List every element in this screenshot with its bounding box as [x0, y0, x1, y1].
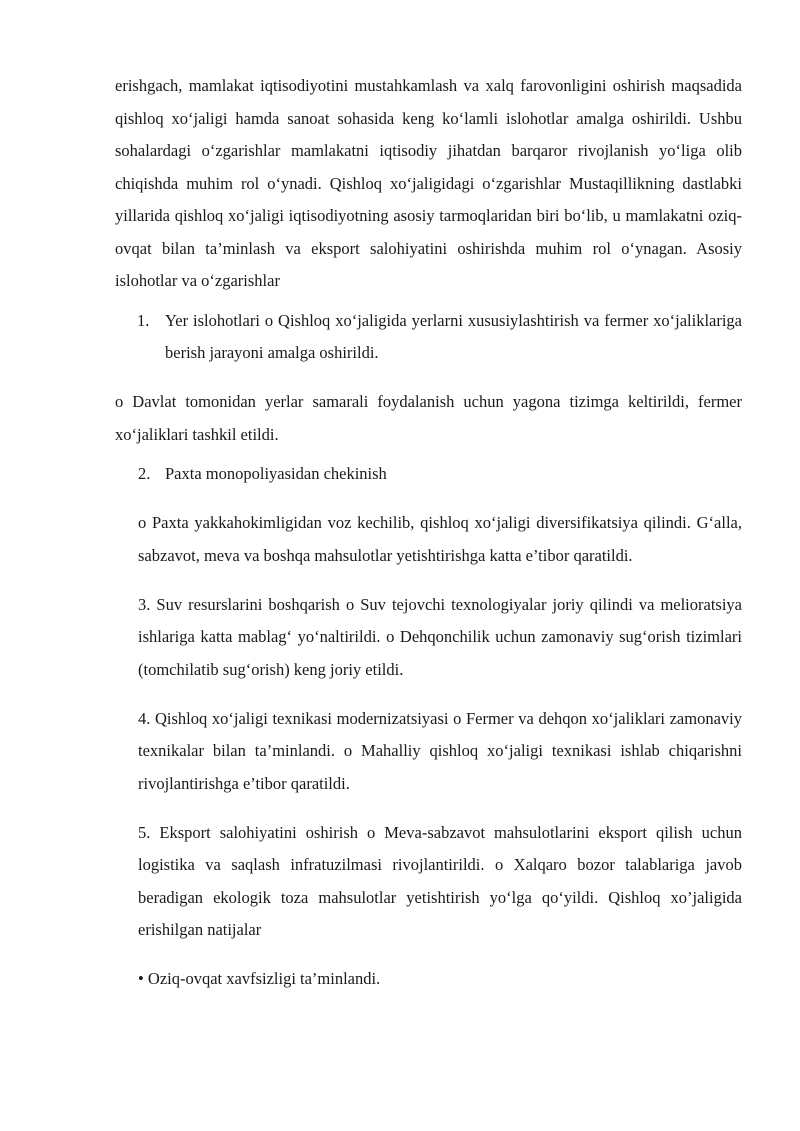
paragraph-water-resources: 3. Suv resurslarini boshqarish o Suv tejovchi texnologiyalar joriy qilindi va melioratsiya ishlariga katta mablag‘ yo‘naltirildi. o Dehqonchilik uchun zamonaviy sug‘orish tizimlari (tomchilatib sug‘orish) keng joriy etildi. [138, 594, 742, 679]
bullet-food-security: • Oziq-ovqat xavfsizligi ta’minlandi. [138, 969, 381, 988]
paragraph-land-system: o Davlat tomonidan yerlar samarali foydalanish uchun yagona tizimga keltirildi, fermer xo‘jaliklari tashkil etildi. [115, 392, 742, 444]
list-item-text: Paxta monopoliyasidan chekinish [165, 464, 387, 483]
paragraph-export: 5. Eksport salohiyatini oshirish o Meva-sabzavot mahsulotlarini eksport qilish uchun logistika va saqlash infratuzilmasi rivojlantirildi. o Xalqaro bozor talablariga javob beradigan ekologik toza mahsulotlar yetishtirish yo‘lga qo‘yildi. Qishloq xo’jaligida erishilgan natijalar [138, 822, 742, 939]
list-item-land-reform [115, 305, 742, 370]
paragraph-intro: erishgach, mamlakat iqtisodiyotini mustahkamlash va xalq farovonligini oshirish maqsadida qishloq xo‘jaligi hamda sanoat sohasida keng ko‘lamli islohotlar amalga oshirildi. Ushbu sohalardagi o‘zgarishlar mamlakatni iqtisodiy jihatdan barqaror rivojlanish yo‘liga olib chiqishda muhim rol o‘ynadi. Qishloq xo‘jaligidagi o‘zgarishlar Mustaqillikning dastlabki yillarida qishloq xo‘jaligi iqtisodiyotning asosiy tarmoqlaridan biri bo‘lib, u mamlakatni oziq-ovqat bilan ta’minlash va eksport salohiyatini oshirishda muhim rol o‘ynagan. Asosiy islohotlar va o‘zgarishlar [115, 76, 742, 290]
paragraph-diversification: o Paxta yakkahokimligidan voz kechilib, qishloq xo‘jaligi diversifikatsiya qilindi. G‘alla, sabzavot, meva va boshqa mahsulotlar yetishtirishga katta e’tibor qaratildi. [138, 513, 742, 565]
list-item-text: Yer islohotlari o Qishloq xo‘jaligida yerlarni xususiylashtirish va fermer xo‘jaliklariga berish jarayoni amalga oshirildi. [165, 310, 742, 362]
list-number: 2. [138, 464, 151, 483]
list-number: 1. [137, 310, 150, 330]
paragraph-machinery: 4. Qishloq xo‘jaligi texnikasi modernizatsiyasi o Fermer va dehqon xo‘jaliklari zamonaviy texnikalar bilan ta’minlandi. o Mahalliy qishloq xo‘jaligi texnikasi ishlab chiqarishni rivojlantirishga e’tibor qaratildi. [138, 708, 742, 793]
list-item-cotton [115, 458, 742, 491]
document-page [115, 70, 742, 1012]
